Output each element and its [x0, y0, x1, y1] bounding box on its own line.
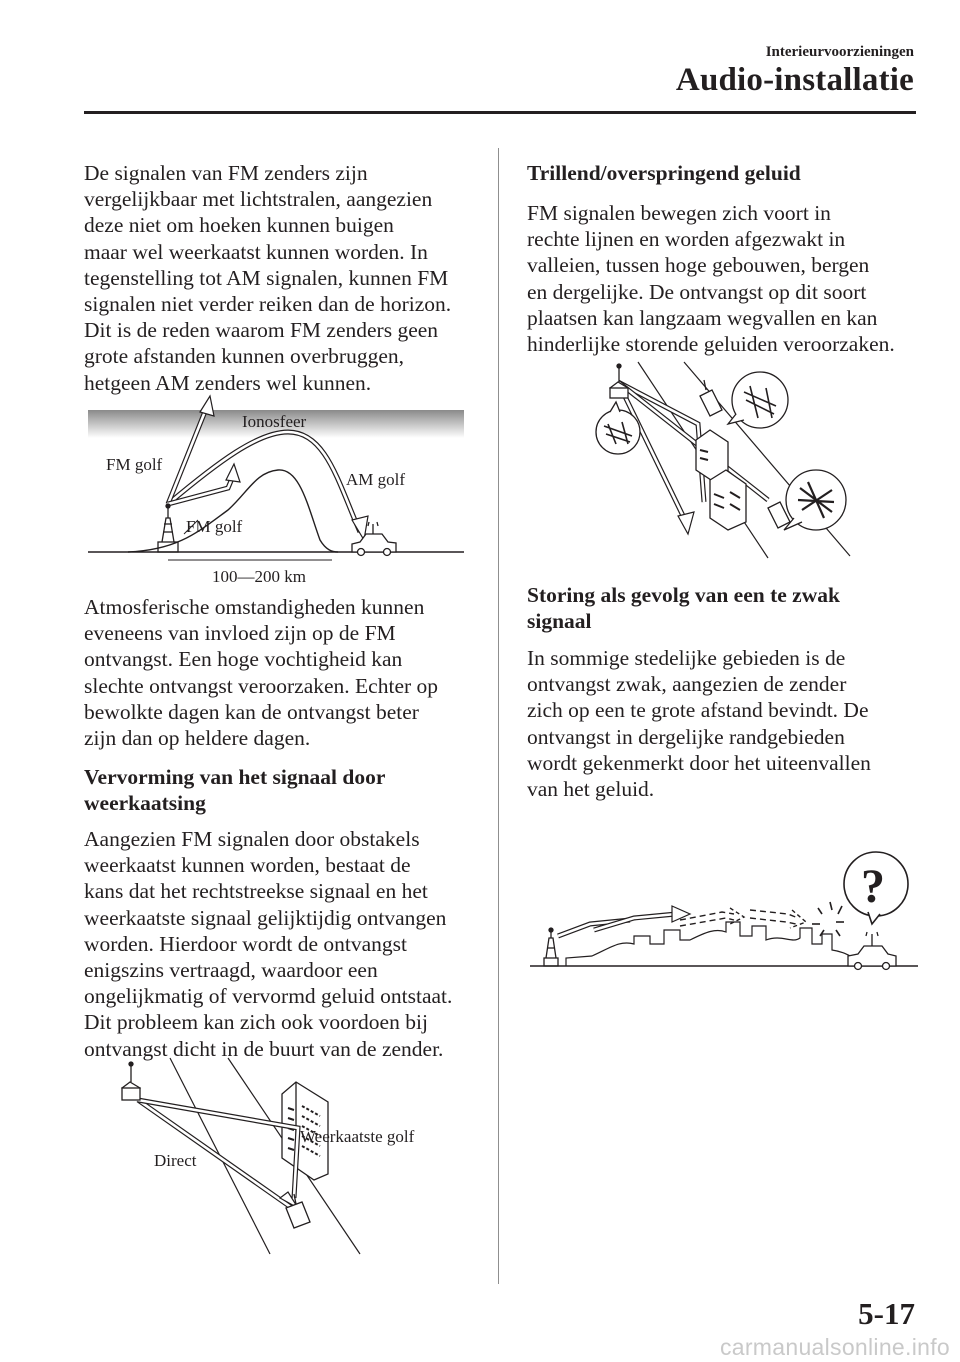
section-title: Interieurvoorzieningen	[765, 44, 914, 60]
car-icon	[848, 932, 896, 970]
text-line: vergelijkbaar met lichtstralen, aangezien	[84, 187, 433, 212]
text-line: en dergelijke. De ontvangst op dit soort	[527, 279, 867, 304]
text-line: Aangezien FM signalen door obstakels	[84, 827, 420, 851]
column-divider	[498, 148, 499, 1284]
distance-label: 100—200 km	[212, 567, 306, 586]
text-line: Dit probleem kan zich ook voordoen bij	[84, 1010, 428, 1035]
heading-line: signaal	[527, 609, 592, 633]
text-line: maar wel weerkaatst kunnen worden. In	[84, 239, 428, 264]
text-line: tegenstelling tot AM signalen, kunnen FM	[84, 265, 449, 290]
text-line: weerkaatste signaal gelijktijdig ontvangen	[84, 905, 447, 930]
distortion-heading	[84, 764, 385, 816]
text-line: bewolkte dagen kan de ontvangst beter	[84, 699, 419, 724]
text-line: deze niet om hoeken kunnen buigen	[84, 213, 394, 238]
text-line: FM signalen bewegen zich voort in	[527, 201, 831, 225]
text-line: hetgeen AM zenders wel kunnen.	[84, 370, 372, 395]
interference-marks	[812, 902, 844, 936]
watermark: carmanualsonline.info	[719, 1334, 950, 1360]
propagation-figure	[88, 392, 468, 587]
direct-label: Direct	[154, 1151, 197, 1170]
radio-tower-icon	[610, 364, 628, 398]
text-line: ontvangst dicht in de buurt van de zender.	[84, 1036, 444, 1061]
text-line: zijn dan op heldere dagen.	[84, 726, 311, 751]
heading-line: Storing als gevolg van een te zwak	[527, 583, 840, 607]
text-line: weerkaatst kunnen worden, bestaat de	[84, 853, 411, 878]
heading-line: Vervorming van het signaal door	[84, 765, 386, 789]
fading-arrowhead	[790, 910, 806, 928]
fm-wave-label-top: FM golf	[106, 455, 163, 474]
fading-arrow	[750, 918, 796, 924]
skyline	[566, 922, 860, 966]
fm-wave-label-bottom: FM golf	[186, 517, 243, 536]
radio-tower-icon	[158, 504, 178, 552]
text-line: kans dat het rechtstreekse signaal en het	[84, 879, 428, 904]
am-wave-label: AM golf	[346, 470, 406, 489]
page-number: 5-17	[858, 1296, 915, 1331]
reflection-figure	[110, 1058, 450, 1258]
fading-arrow	[750, 910, 798, 918]
heading-line: weerkaatsing	[84, 791, 206, 815]
text-line: Atmosferische omstandigheden kunnen	[84, 595, 425, 619]
text-line: slechte ontvangst veroorzaken. Echter op	[84, 673, 439, 698]
fm-wave-short-arrowhead	[226, 464, 240, 482]
flutter-figure	[588, 362, 858, 562]
noise-bubble-icon	[784, 470, 846, 530]
text-line: eveneens van invloed zijn op de FM	[84, 621, 396, 646]
text-line: grote afstanden kunnen overbruggen,	[84, 344, 405, 369]
weak-signal-figure	[530, 848, 920, 970]
distortion-paragraph	[84, 826, 452, 1062]
ionosphere-label: Ionosfeer	[242, 412, 307, 431]
text-line: plaatsen kan langzaam wegvallen en kan	[527, 305, 878, 330]
flutter-heading	[527, 160, 801, 186]
text-line: hinderlijke storende geluiden veroorzaken.	[527, 332, 895, 357]
signal-beam-arrowhead	[678, 512, 694, 534]
weak-signal-paragraph	[527, 645, 871, 802]
text-line: enigszins vertraagd, waardoor een	[84, 958, 378, 983]
radio-tower-icon	[122, 1062, 140, 1100]
intro-paragraph	[84, 160, 451, 396]
noise-bubble-icon	[728, 372, 788, 428]
text-line: van het geluid.	[527, 777, 655, 802]
text-line: zich op een te grote afstand bevindt. De	[527, 698, 869, 723]
text-line: wordt gekenmerkt door het uiteenvallen	[527, 750, 871, 775]
weak-signal-heading	[527, 582, 840, 634]
atmospheric-paragraph	[84, 594, 438, 751]
text-line: De signalen van FM zenders zijn	[84, 161, 368, 185]
text-line: rechte lijnen en worden afgezwakt in	[527, 227, 846, 252]
text-line: ontvangst. Een hoge vochtigheid kan	[84, 647, 403, 672]
chapter-title: Audio-installatie	[675, 62, 914, 98]
fm-wave-up-arrowhead	[200, 396, 214, 416]
text-line: valleien, tussen hoge gebouwen, bergen	[527, 253, 870, 278]
text-line: ontvangst zwak, aangezien de zender	[527, 672, 847, 697]
text-line: Dit is de reden waarom FM zenders geen	[84, 318, 439, 343]
text-line: In sommige stedelijke gebieden is de	[527, 646, 846, 670]
question-mark: ?	[861, 860, 885, 913]
text-line: ontvangst in dergelijke randgebieden	[527, 724, 845, 749]
text-line: worden. Hierdoor wordt de ontvangst	[84, 931, 408, 956]
text-line: signalen niet verder reiken dan de horizon.	[84, 292, 452, 317]
radio-tower-icon	[544, 928, 558, 966]
header-rule	[84, 111, 916, 114]
flutter-paragraph	[527, 200, 895, 357]
reflected-wave-label: Weerkaatste golf	[300, 1127, 415, 1146]
text-line: ongelijkmatig of vervormd geluid ontstaat.	[84, 984, 453, 1009]
heading-line: Trillend/overspringend geluid	[527, 161, 801, 185]
